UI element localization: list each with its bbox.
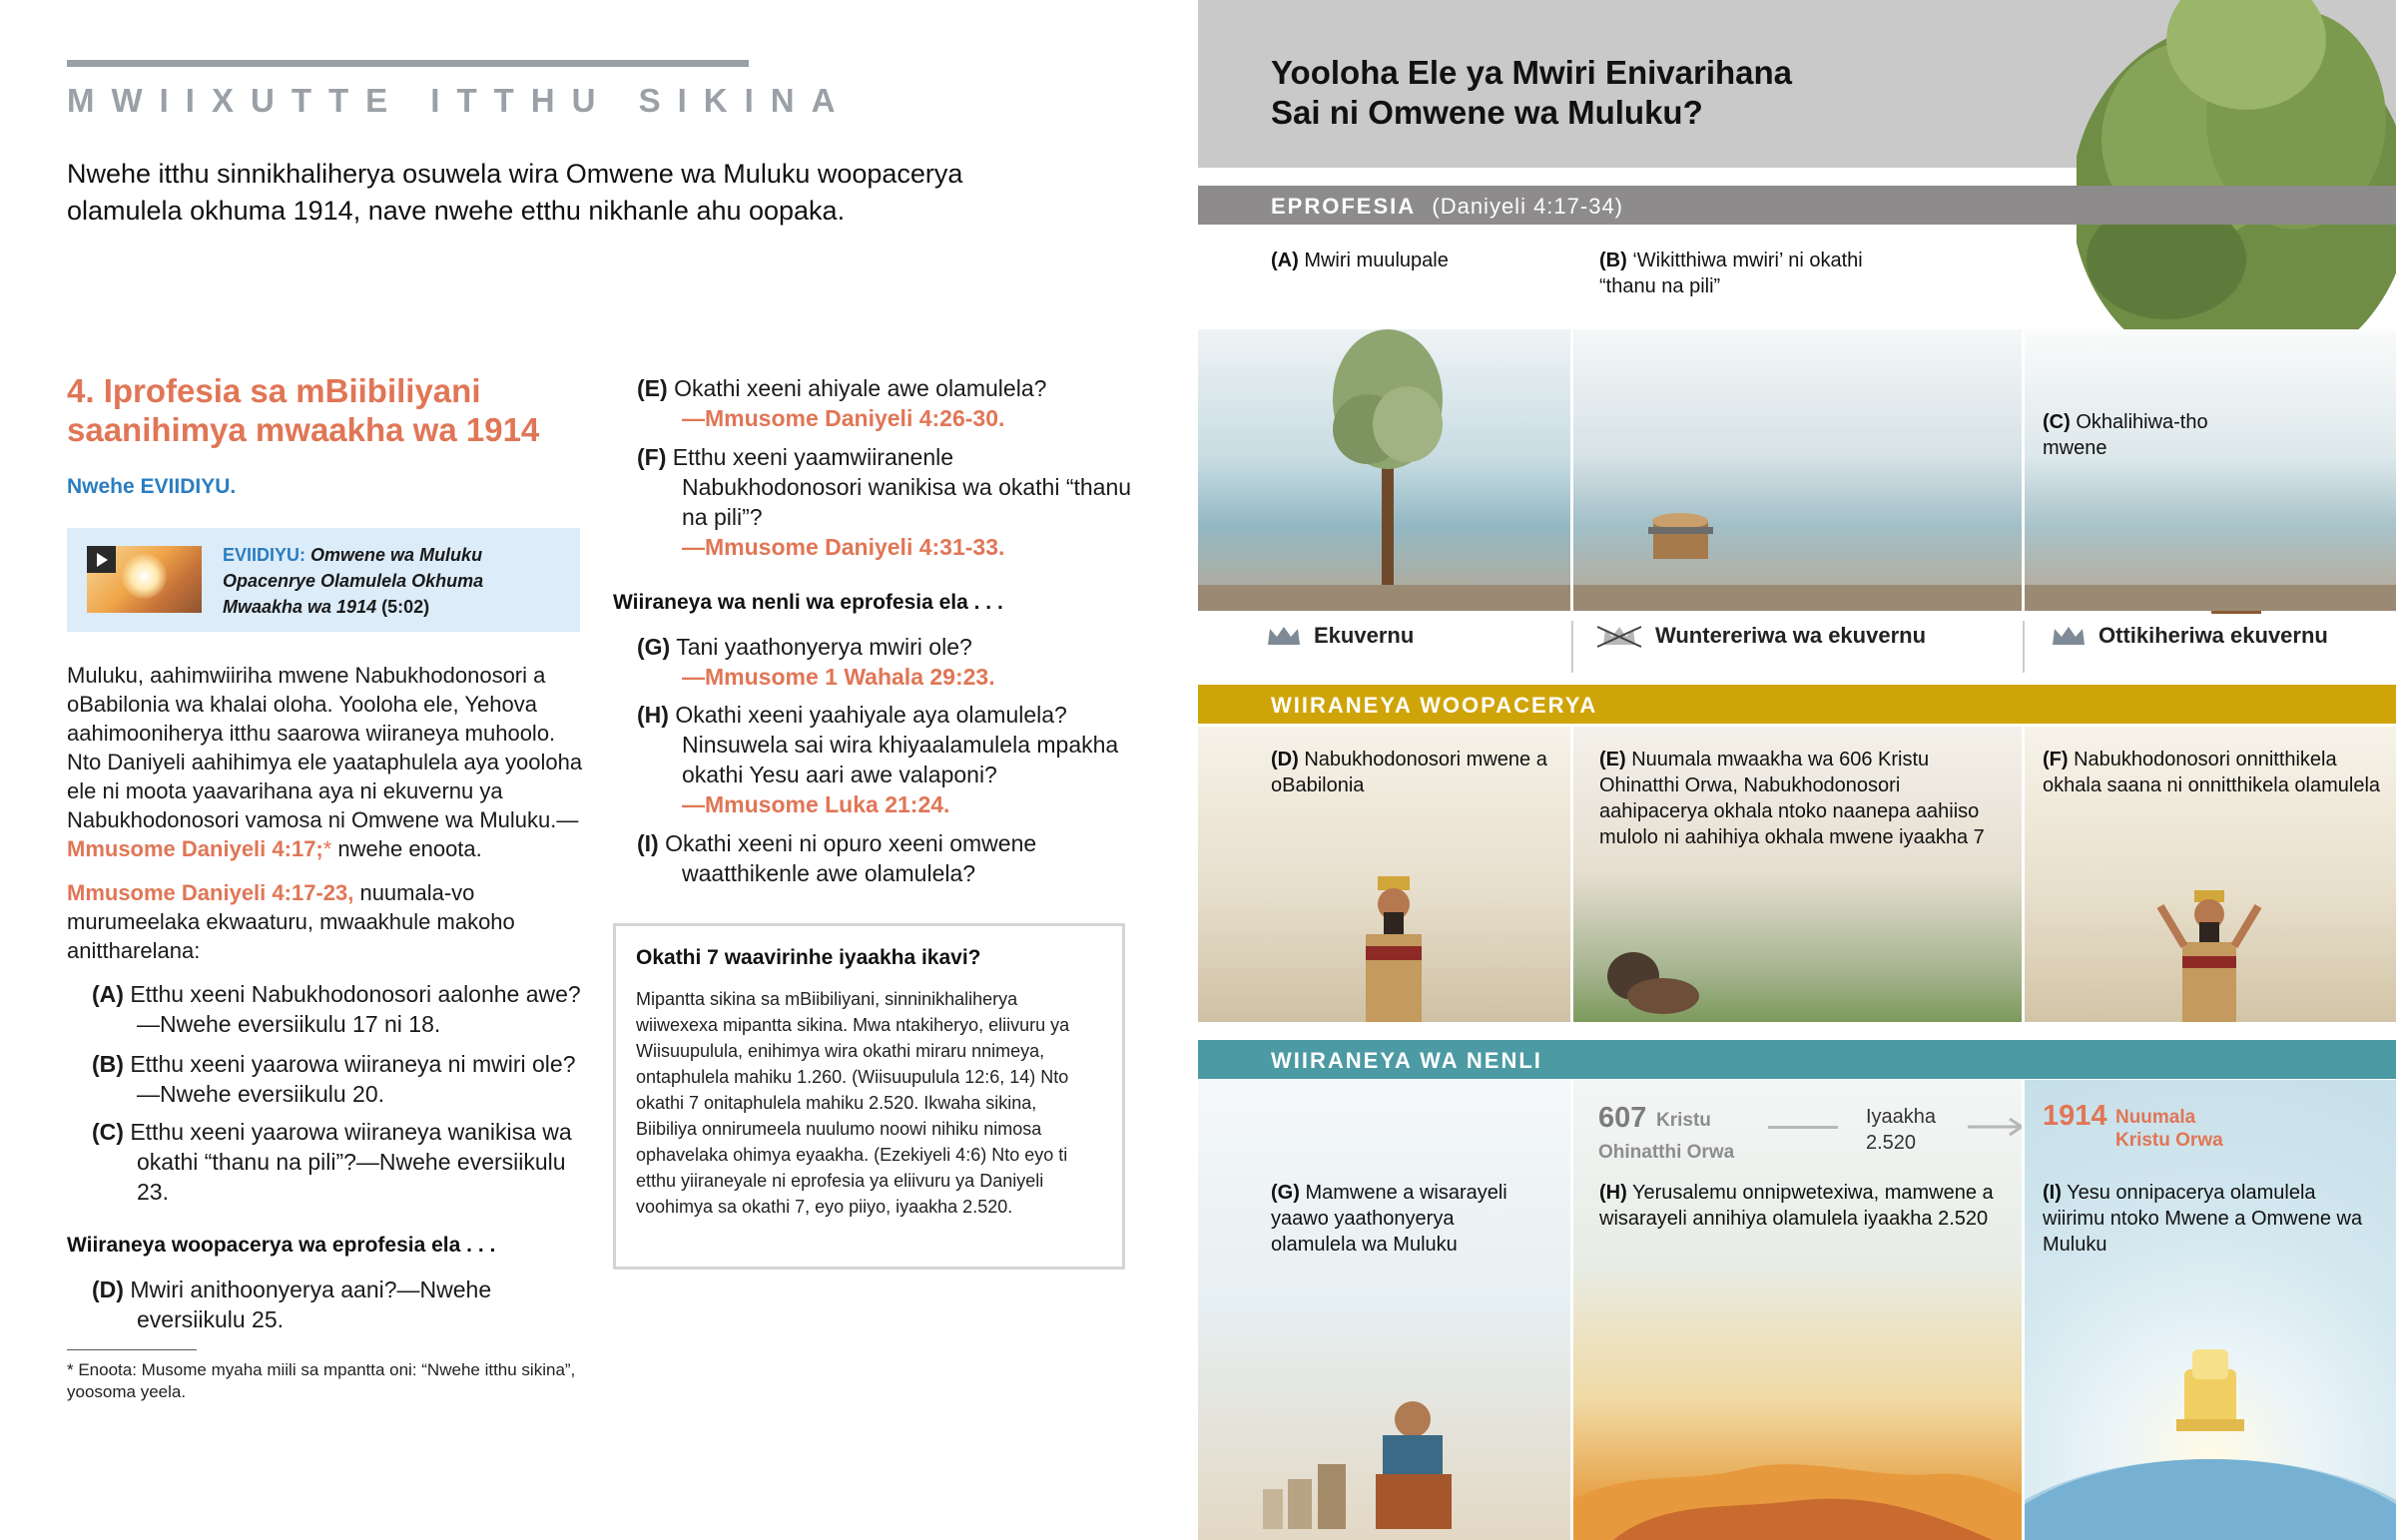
video-card[interactable] xyxy=(67,528,580,632)
praising-king-illustration xyxy=(2154,886,2264,1022)
section-heading: 4. Iprofesia sa mBiibiliyani saanihimya mwaakha wa 1914 xyxy=(67,372,540,448)
illustration-title: Yooloha Ele ya Mwiri Enivarihana Sai ni Omwene wa Muluku? xyxy=(1271,54,1793,131)
paragraph-2-text: nuumala-vo murumeelaka ekwaaturu, mwaakhule makoho anittharelana: xyxy=(67,880,515,963)
caption-i: (I) Yesu onnipacerya olamulela wiirimu ntoko Mwene a Omwene wa Muluku xyxy=(2043,1182,2363,1256)
scene-restored-king xyxy=(2025,727,2396,1022)
illustration-page xyxy=(1198,0,2396,1540)
intro-text: Nwehe itthu sinnikhaliherya osuwela wira Omwene wa Muluku woopacerya olamulela okhuma 1914, nave nwehe etthu nikhanle ahu oopaka. xyxy=(67,159,963,226)
question-g: (G) Tani yaathonyerya mwiri ole? —Mmusome 1 Wahala 29:23. xyxy=(637,632,1136,692)
scene-big-tree xyxy=(1198,329,1570,611)
video-title[interactable]: Omwene wa Muluku Opacenrye Olamulela Okhuma Mwaakha wa 1914 xyxy=(223,545,484,617)
crossed-crown-icon xyxy=(1595,625,1643,649)
band-second-fulfillment: WIIRANEYA WA NENLI xyxy=(1198,1040,2396,1079)
thumbnail-light xyxy=(122,554,167,599)
crown-cell-interrupted: Wuntereriwa wa ekuvernu xyxy=(1595,623,1926,649)
throne-globe-illustration xyxy=(2025,1309,2396,1540)
question-h: (H) Okathi xeeni yaahiyale aya olamulela? Ninsuwela sai wira khiyaalamulela mpakha okathi Yesu aari awe valaponi? —Mmusome Luka 21:24. xyxy=(637,700,1136,819)
king-figure-illustration xyxy=(1348,876,1438,1022)
crown-icon xyxy=(2051,625,2087,649)
band-prophecy: EPROFESIA (Daniyeli 4:17-34) xyxy=(1198,186,2396,225)
timeline-arrow-icon xyxy=(1968,1116,2028,1138)
video-duration: (5:02) xyxy=(381,597,430,617)
crown-cell-restored: Ottikiheriwa ekuvernu xyxy=(2051,623,2328,649)
crawling-man-illustration xyxy=(1593,946,1703,1022)
caption-c: (C) Okhalihiwa-tho mwene xyxy=(2043,411,2208,459)
question-d: (D) Mwiri anithoonyerya aani?—Nwehe eversiikulu 25. xyxy=(92,1277,492,1332)
scene-nebuchadnezzar xyxy=(1198,727,1570,1022)
question-a: (A) Etthu xeeni Nabukhodonosori aalonhe awe?—Nwehe eversiikulu 17 ni 18. xyxy=(92,981,581,1037)
stump-illustration xyxy=(1638,509,1728,569)
watch-video-label: Nwehe EVIIDIYU. xyxy=(67,475,237,498)
caption-d: (D) Nabukhodonosori mwene a oBabilonia xyxy=(1271,749,1547,796)
timeline xyxy=(1598,1102,2038,1172)
scene-cut-stump xyxy=(1573,329,2022,611)
footnote-marker[interactable]: * xyxy=(322,836,332,861)
burning-city-illustration xyxy=(1573,1429,2022,1540)
scene-jerusalem-destroyed xyxy=(1573,1080,2022,1540)
caption-e: (E) Nuumala mwaakha wa 606 Kristu Ohinatthi Orwa, Nabukhodonosori aahipacerya okhala ntoko naanepa aahiiso mulolo ni aahihiya okhala mwene iyaakha 7 xyxy=(1599,749,1985,848)
section-kicker: MWIIXUTTE ITTHU SIKINA xyxy=(67,82,853,119)
timeline-line-left xyxy=(1768,1126,1838,1129)
question-f: (F) Etthu xeeni yaamwiiranenle Nabukhodonosori wanikisa wa okathi “thanu na pili”? —Mmusome Daniyeli 4:31-33. xyxy=(637,442,1136,562)
timeline-year-start-suffix: Kristu xyxy=(1656,1110,1711,1131)
scene-israel-kings xyxy=(1198,1080,1570,1540)
caption-h: (H) Yerusalemu onnipwetexiwa, mamwene a wisarayeli annihiya olamulela iyaakha 2.520 xyxy=(1599,1182,1994,1230)
caption-g: (G) Mamwene a wisarayeli yaawo yaathonyerya olamulela wa Muluku xyxy=(1271,1182,1507,1256)
tree-a-illustration xyxy=(1308,329,1468,611)
timeline-year-start-sub: Ohinatthi Orwa xyxy=(1598,1142,1735,1163)
question-c: (C) Etthu xeeni yaarowa wiiraneya wanikisa wa okathi “thanu na pili”?—Nwehe eversiikulu 23. xyxy=(92,1119,572,1205)
crown-cell-government: Ekuvernu xyxy=(1266,623,1414,649)
footnote-divider xyxy=(67,1349,197,1350)
sidebar-box xyxy=(613,923,1125,1270)
video-label: EVIIDIYU: xyxy=(223,545,306,565)
scripture-link-daniel-4-31-33[interactable]: —Mmusome Daniyeli 4:31-33. xyxy=(682,534,1005,560)
subheading-first-fulfillment: Wiiraneya woopacerya wa eprofesia ela . . . xyxy=(67,1234,496,1257)
sidebar-box-text: Mipantta sikina sa mBiibiliyani, sinninikhaliherya wiiwexexa mipantta sikina. Mwa ntakiheryo, eliivuru ya Wiisuupulula, enihimya wira okathi miraru nnimeya, ontaphulela mahiku 1.260. (Wiisuupulula 12:6, 14) Nto okathi 7 onitaphulela mahiku 2.520. Ikwaha sikina, Biibiliya onnirumeela nuulumo noowi nihiku nimosa ophavelaka ohimya eyaakha. (Ezekiyeli 4:6) Nto eyo ti etthu yiiraneyale ni eprofesia ya eliivuru ya Daniyeli voohimya sa okathi 7, eyo piiyo, iyaakha 2.520. xyxy=(636,989,1070,1217)
paragraph-1-text: Muluku, aahimwiiriha mwene Nabukhodonosori a oBabilonia wa khalai oloha. Yooloha ele, Yehova aahimooniherya itthu saarowa wiiraneya muhoolo. Nto Daniyeli aahihimya ele yaataphulela aya yooloha ele ni moota yaavarihana aya ni ekuvernu ya Nabukhodonosori vamosa ni Omwene wa Muluku.— xyxy=(67,663,583,832)
question-i: (I) Okathi xeeni ni opuro xeeni omwene waatthikenle awe olamulela? xyxy=(637,830,1037,886)
caption-b: (B) ‘Wikitthiwa mwiri’ ni okathi “thanu na pili” xyxy=(1599,250,1863,297)
kings-line-illustration xyxy=(1258,1369,1498,1540)
footnote: * Enoota: Musome myaha miili sa mpantta oni: “Nwehe itthu sikina”, yoosoma yeela. xyxy=(67,1360,576,1401)
question-b: (B) Etthu xeeni yaarowa wiiraneya ni mwiri ole?—Nwehe eversiikulu 20. xyxy=(92,1051,576,1107)
scripture-link-daniel-4-26-30[interactable]: —Mmusome Daniyeli 4:26-30. xyxy=(682,405,1005,431)
timeline-year-end: 1914 Nuumala Kristu Orwa xyxy=(2043,1100,2223,1151)
paragraph-1 xyxy=(67,661,586,863)
band-first-fulfillment: WIIRANEYA WOOPACERYA xyxy=(1198,685,2396,724)
paragraph-2 xyxy=(67,878,586,965)
play-icon[interactable] xyxy=(87,546,116,573)
timeline-year-start: 607 xyxy=(1598,1102,1647,1134)
timeline-span-label: Iyaakha 2.520 xyxy=(1866,1106,1937,1154)
scripture-link-daniel-4-17[interactable]: Mmusome Daniyeli 4:17; xyxy=(67,836,323,861)
paragraph-1-tail: nwehe enoota. xyxy=(331,836,482,861)
caption-a: (A) Mwiri muulupale xyxy=(1271,250,1449,271)
crown-icon xyxy=(1266,625,1302,649)
scene-restored xyxy=(2025,329,2396,611)
subheading-second-fulfillment: Wiiraneya wa nenli wa eprofesia ela . . . xyxy=(613,591,1003,614)
scene-madness xyxy=(1573,727,2022,1022)
caption-f: (F) Nabukhodonosori onnitthikela okhala saana ni onnitthikela olamulela xyxy=(2043,749,2381,796)
scripture-link-daniel-4-17-23[interactable]: Mmusome Daniyeli 4:17-23, xyxy=(67,880,354,905)
video-thumbnail[interactable] xyxy=(87,546,202,613)
scripture-link-1-chronicles-29-23[interactable]: —Mmusome 1 Wahala 29:23. xyxy=(682,664,995,690)
video-info[interactable] xyxy=(223,542,562,620)
question-e: (E) Okathi xeeni ahiyale awe olamulela? —Mmusome Daniyeli 4:26-30. xyxy=(637,373,1136,433)
sidebar-box-heading: Okathi 7 waavirinhe iyaakha ikavi? xyxy=(636,946,981,969)
top-rule xyxy=(67,60,749,67)
scripture-link-luke-21-24[interactable]: —Mmusome Luka 21:24. xyxy=(682,791,950,817)
scene-heavenly-kingdom xyxy=(2025,1080,2396,1540)
